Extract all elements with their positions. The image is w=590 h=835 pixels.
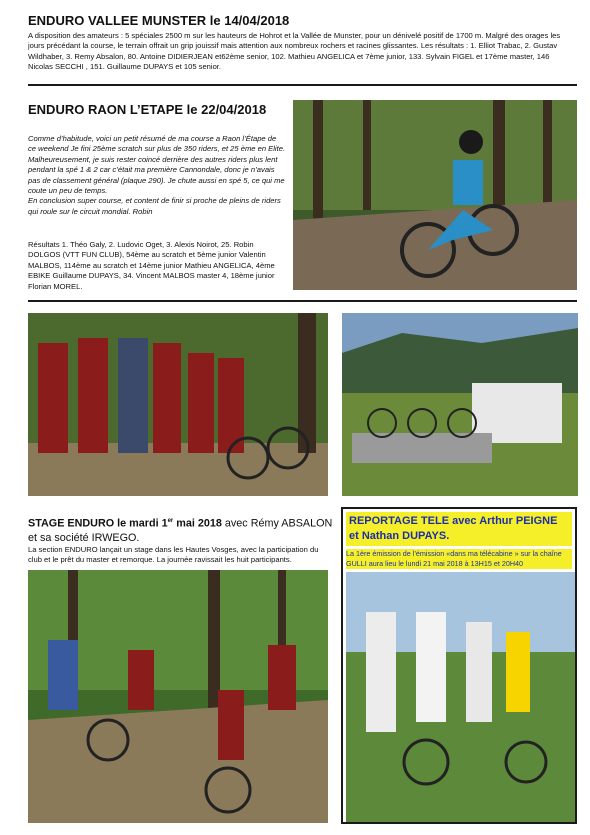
stage-title-suffix: avec Rémy ABSALON et sa société IRWEGO. <box>28 517 333 544</box>
stage-photo <box>28 570 328 823</box>
section-title-tv: REPORTAGE TELE avec Arthur PEIGNE et Nathan DUPAYS. <box>349 515 558 542</box>
group-photo <box>28 313 328 496</box>
tv-photo <box>346 572 575 822</box>
raon-results: Résultats 1. Théo Galy, 2. Ludovic Oget, 3. Alexis Noirot, 25. Robin DOLGOS (VTT FUN CLUB), 54ème au scratch et 5ème junior Valentin MALBOS, 114ème au scratch et 14ème junior Mathieu ANGELICA, 4ème EBIKE Guillaume DUPAYS, 34. Vincent MALBOS master 4, 18ème junior Florian MOREL. <box>28 240 275 291</box>
tv-title-highlight <box>346 512 572 546</box>
stage-title-sup: er <box>167 518 174 524</box>
stage-text: La section ENDURO lançait un stage dans les Hautes Vosges, avec la participation du club et le prêt du master et remorque. La journée ravissait les huit participants. <box>28 545 319 565</box>
section-title-raon: ENDURO RAON L’ETAPE le 22/04/2018 <box>28 102 267 117</box>
raon-report-paragraph: Malheureusement, je suis rester coincé derrière des autres riders plus lent pendant la spé 1 & 2 car c’était ma première Cannondale, donc je n’avais pas de classement général (plaque 290). Je chute aussi en spé 5, ce qui me coute un peu de temps. <box>28 154 285 196</box>
raon-report-paragraph: En conclusion super course, et content de finir si proche de pleins de riders qui roule sur le circuit mondial. Robin <box>28 196 281 216</box>
divider <box>28 300 577 302</box>
rider-photo <box>293 100 577 290</box>
van-photo <box>342 313 578 496</box>
divider <box>28 84 577 86</box>
munster-text: A disposition des amateurs : 5 spéciales 2500 m sur les hauteurs de Hohrot et la Vallée de Munster, pour un dénivelé positif de 1700 m. Malgré des orages les jours précédant la course, le terrain offrait un grip jouissif mais attention aux nombreux rochers et racines glissantes. Les résultats : 1. Elliot Trabac, 2. Gustav Wildhaber, 3. Remy Absalon, 80. Antoine DIDIERJEAN et62ème senior, 102. Mathieu ANGELICA et 7ème junior, 133. Sylvain FIGEL et 17ème master, 146 Nicolas SECCHI , 151. Guillaume DUPAYS et 105 senior. <box>28 31 561 72</box>
section-title-munster: ENDURO VALLEE MUNSTER le 14/04/2018 <box>28 13 290 28</box>
stage-title-main: STAGE ENDURO le mardi 1 <box>28 517 168 530</box>
tv-text: La 1ère émission de l’émission «dans ma télécabine » sur la chaîne GULLI aura lieu le lundi 21 mai 2018 à 13H15 et 20H40 <box>346 549 572 569</box>
raon-report <box>28 134 286 217</box>
section-title-stage <box>28 514 333 545</box>
stage-title-rest: mai 2018 <box>173 517 222 530</box>
raon-report-paragraph: Comme d’habitude, voici un petit résumé de ma course a Raon l’Étape de ce weekend Je fini 25ème scratch sur plus de 350 riders, et 25 ème en Elite. <box>28 134 286 154</box>
